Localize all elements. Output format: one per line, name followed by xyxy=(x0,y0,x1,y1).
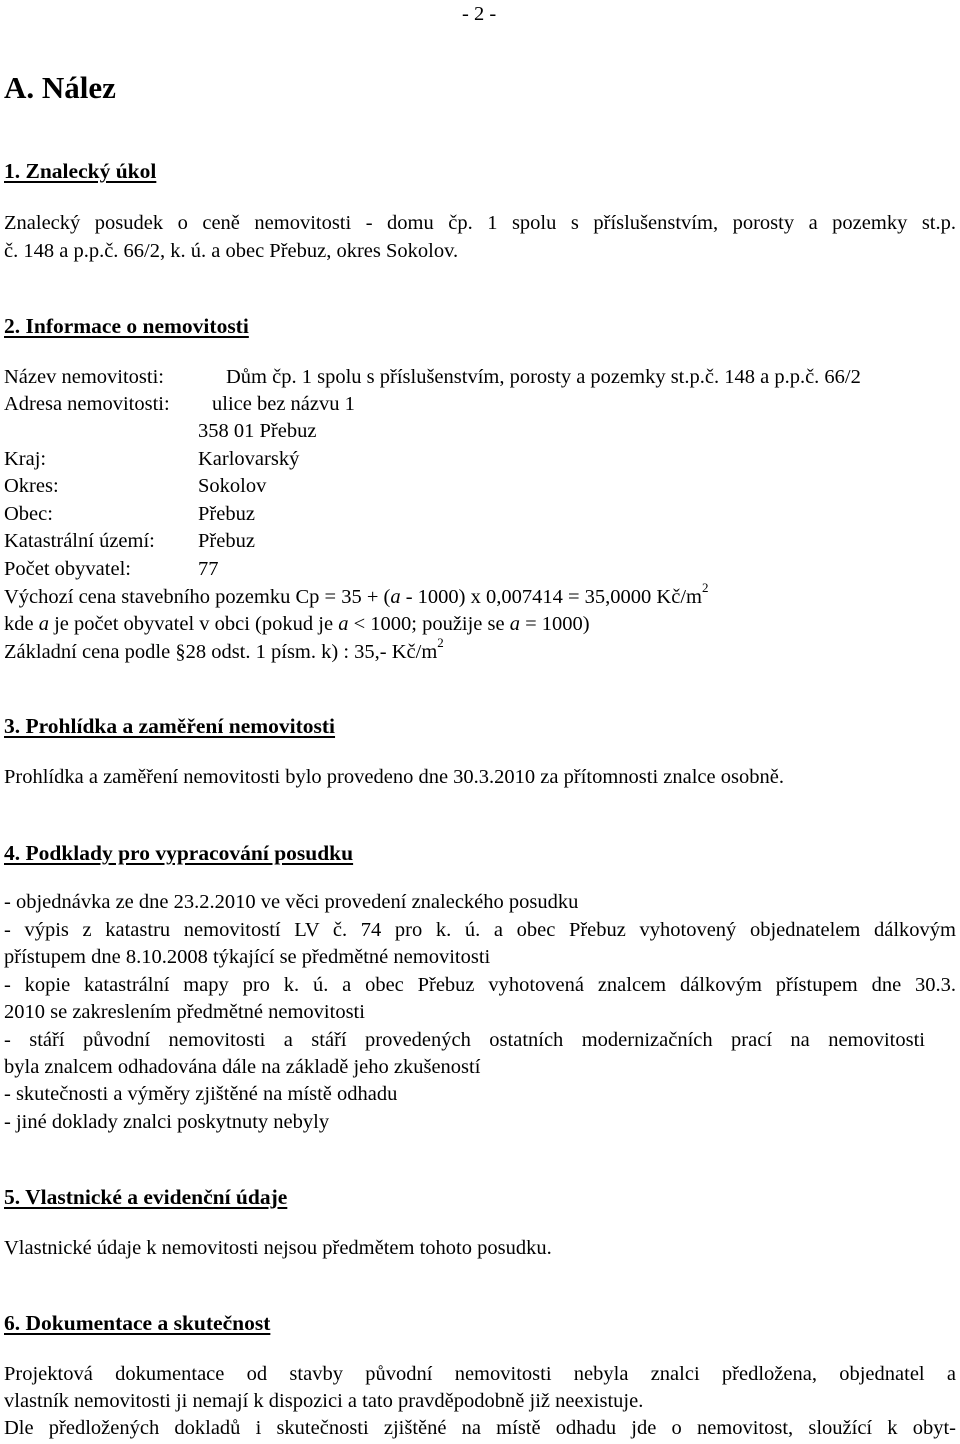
district-value: Sokolov xyxy=(198,475,267,497)
basic-price-text: Základní cena podle §28 odst. 1 písm. k) : 35,- Kč/m xyxy=(4,641,438,663)
note-variable-a-3: a xyxy=(509,613,520,635)
sources-line-1: - objednávka ze dne 23.2.2010 ve věci provedení znaleckého posudku xyxy=(4,891,579,913)
page-number: - 2 - xyxy=(462,3,497,25)
cadastral-label: Katastrální území: xyxy=(4,530,155,552)
population-label: Počet obyvatel: xyxy=(4,558,131,580)
cadastral-value: Přebuz xyxy=(198,530,255,552)
base-price-text-1: Výchozí cena stavebního pozemku Cp = 35 + ( xyxy=(4,586,391,608)
region-value: Karlovarský xyxy=(198,448,300,470)
base-price-superscript: 2 xyxy=(701,580,709,596)
base-price-variable-a: a xyxy=(390,586,401,608)
section-4-title: 4. Podklady pro vypracování posudku xyxy=(4,841,354,865)
note-variable-a-1: a xyxy=(38,613,49,635)
section-1-line-1: Znalecký posudek o ceně nemovitosti - domu čp. 1 spolu s příslušenstvím, porosty a pozemky st.p. xyxy=(4,212,956,234)
section-3-text: Prohlídka a zaměření nemovitosti bylo provedeno dne 30.3.2010 za přítomnosti znalce osobně. xyxy=(4,766,784,788)
section-5-title: 5. Vlastnické a evidenční údaje xyxy=(4,1185,288,1209)
base-price-text-2: - 1000) x 0,007414 = 35,0000 Kč/m xyxy=(400,586,702,608)
section-5-text: Vlastnické údaje k nemovitosti nejsou předmětem tohoto posudku. xyxy=(4,1237,552,1259)
municipality-value: Přebuz xyxy=(198,503,255,525)
section-6-title: 6. Dokumentace a skutečnost xyxy=(4,1311,271,1335)
address-label: Adresa nemovitosti: xyxy=(4,393,170,415)
sources-line-6: - stáří původní nemovitosti a stáří provedených ostatních modernizačních prací na nemovitosti xyxy=(4,1029,925,1051)
section-6-line-1: Projektová dokumentace od stavby původní nemovitosti nebyla znalci předložena, objednatel a xyxy=(4,1363,956,1385)
address-line-2: 358 01 Přebuz xyxy=(198,420,317,442)
district-label: Okres: xyxy=(4,475,59,497)
base-price-line xyxy=(4,580,709,609)
section-2-title: 2. Informace o nemovitosti xyxy=(4,314,249,338)
basic-price-line xyxy=(4,635,444,664)
address-line-1: ulice bez názvu 1 xyxy=(212,393,355,415)
note-variable-a-2: a xyxy=(338,613,349,635)
section-6-line-3: Dle předložených dokladů i skutečnosti zjištěné na místě odhadu jde o nemovitost, sloužící k obyt- xyxy=(4,1417,956,1439)
section-1-line-2: č. 148 a p.p.č. 66/2, k. ú. a obec Přebuz, okres Sokolov. xyxy=(4,240,459,262)
note-text-3: < 1000; použije se xyxy=(348,613,510,635)
sources-line-7: byla znalcem odhadována dále na základě jeho zkušeností xyxy=(4,1056,481,1078)
property-name-label: Název nemovitosti: xyxy=(4,366,164,388)
note-text-1: kde xyxy=(4,613,39,635)
note-text-2: je počet obyvatel v obci (pokud je xyxy=(48,613,339,635)
section-3-title: 3. Prohlídka a zaměření nemovitosti xyxy=(4,714,336,738)
region-label: Kraj: xyxy=(4,448,47,470)
sources-line-3: přístupem dne 8.10.2008 týkající se předmětné nemovitosti xyxy=(4,946,491,968)
sources-line-5: 2010 se zakreslením předmětné nemovitosti xyxy=(4,1001,365,1023)
section-1-title: 1. Znalecký úkol xyxy=(4,159,157,183)
note-text-4: = 1000) xyxy=(520,613,590,635)
municipality-label: Obec: xyxy=(4,503,53,525)
sources-line-8: - skutečnosti a výměry zjištěné na místě odhadu xyxy=(4,1083,398,1105)
population-note-line xyxy=(4,613,590,636)
sources-line-9: - jiné doklady znalci poskytnuty nebyly xyxy=(4,1111,330,1133)
property-name-value: Dům čp. 1 spolu s příslušenstvím, porosty a pozemky st.p.č. 148 a p.p.č. 66/2 xyxy=(226,366,861,388)
sources-line-4: - kopie katastrální mapy pro k. ú. a obec Přebuz vyhotovená znalcem dálkovým přístupem dne 30.3. xyxy=(4,974,956,996)
sources-line-2: - výpis z katastru nemovitostí LV č. 74 pro k. ú. a obec Přebuz vyhotovený objednatelem dálkovým xyxy=(4,919,956,941)
main-heading: A. Nález xyxy=(4,70,116,105)
population-value: 77 xyxy=(198,558,219,580)
section-6-line-2: vlastník nemovitosti ji nemají k dispozici a tato pravděpodobně již neexistuje. xyxy=(4,1390,644,1412)
basic-price-superscript: 2 xyxy=(437,635,444,651)
